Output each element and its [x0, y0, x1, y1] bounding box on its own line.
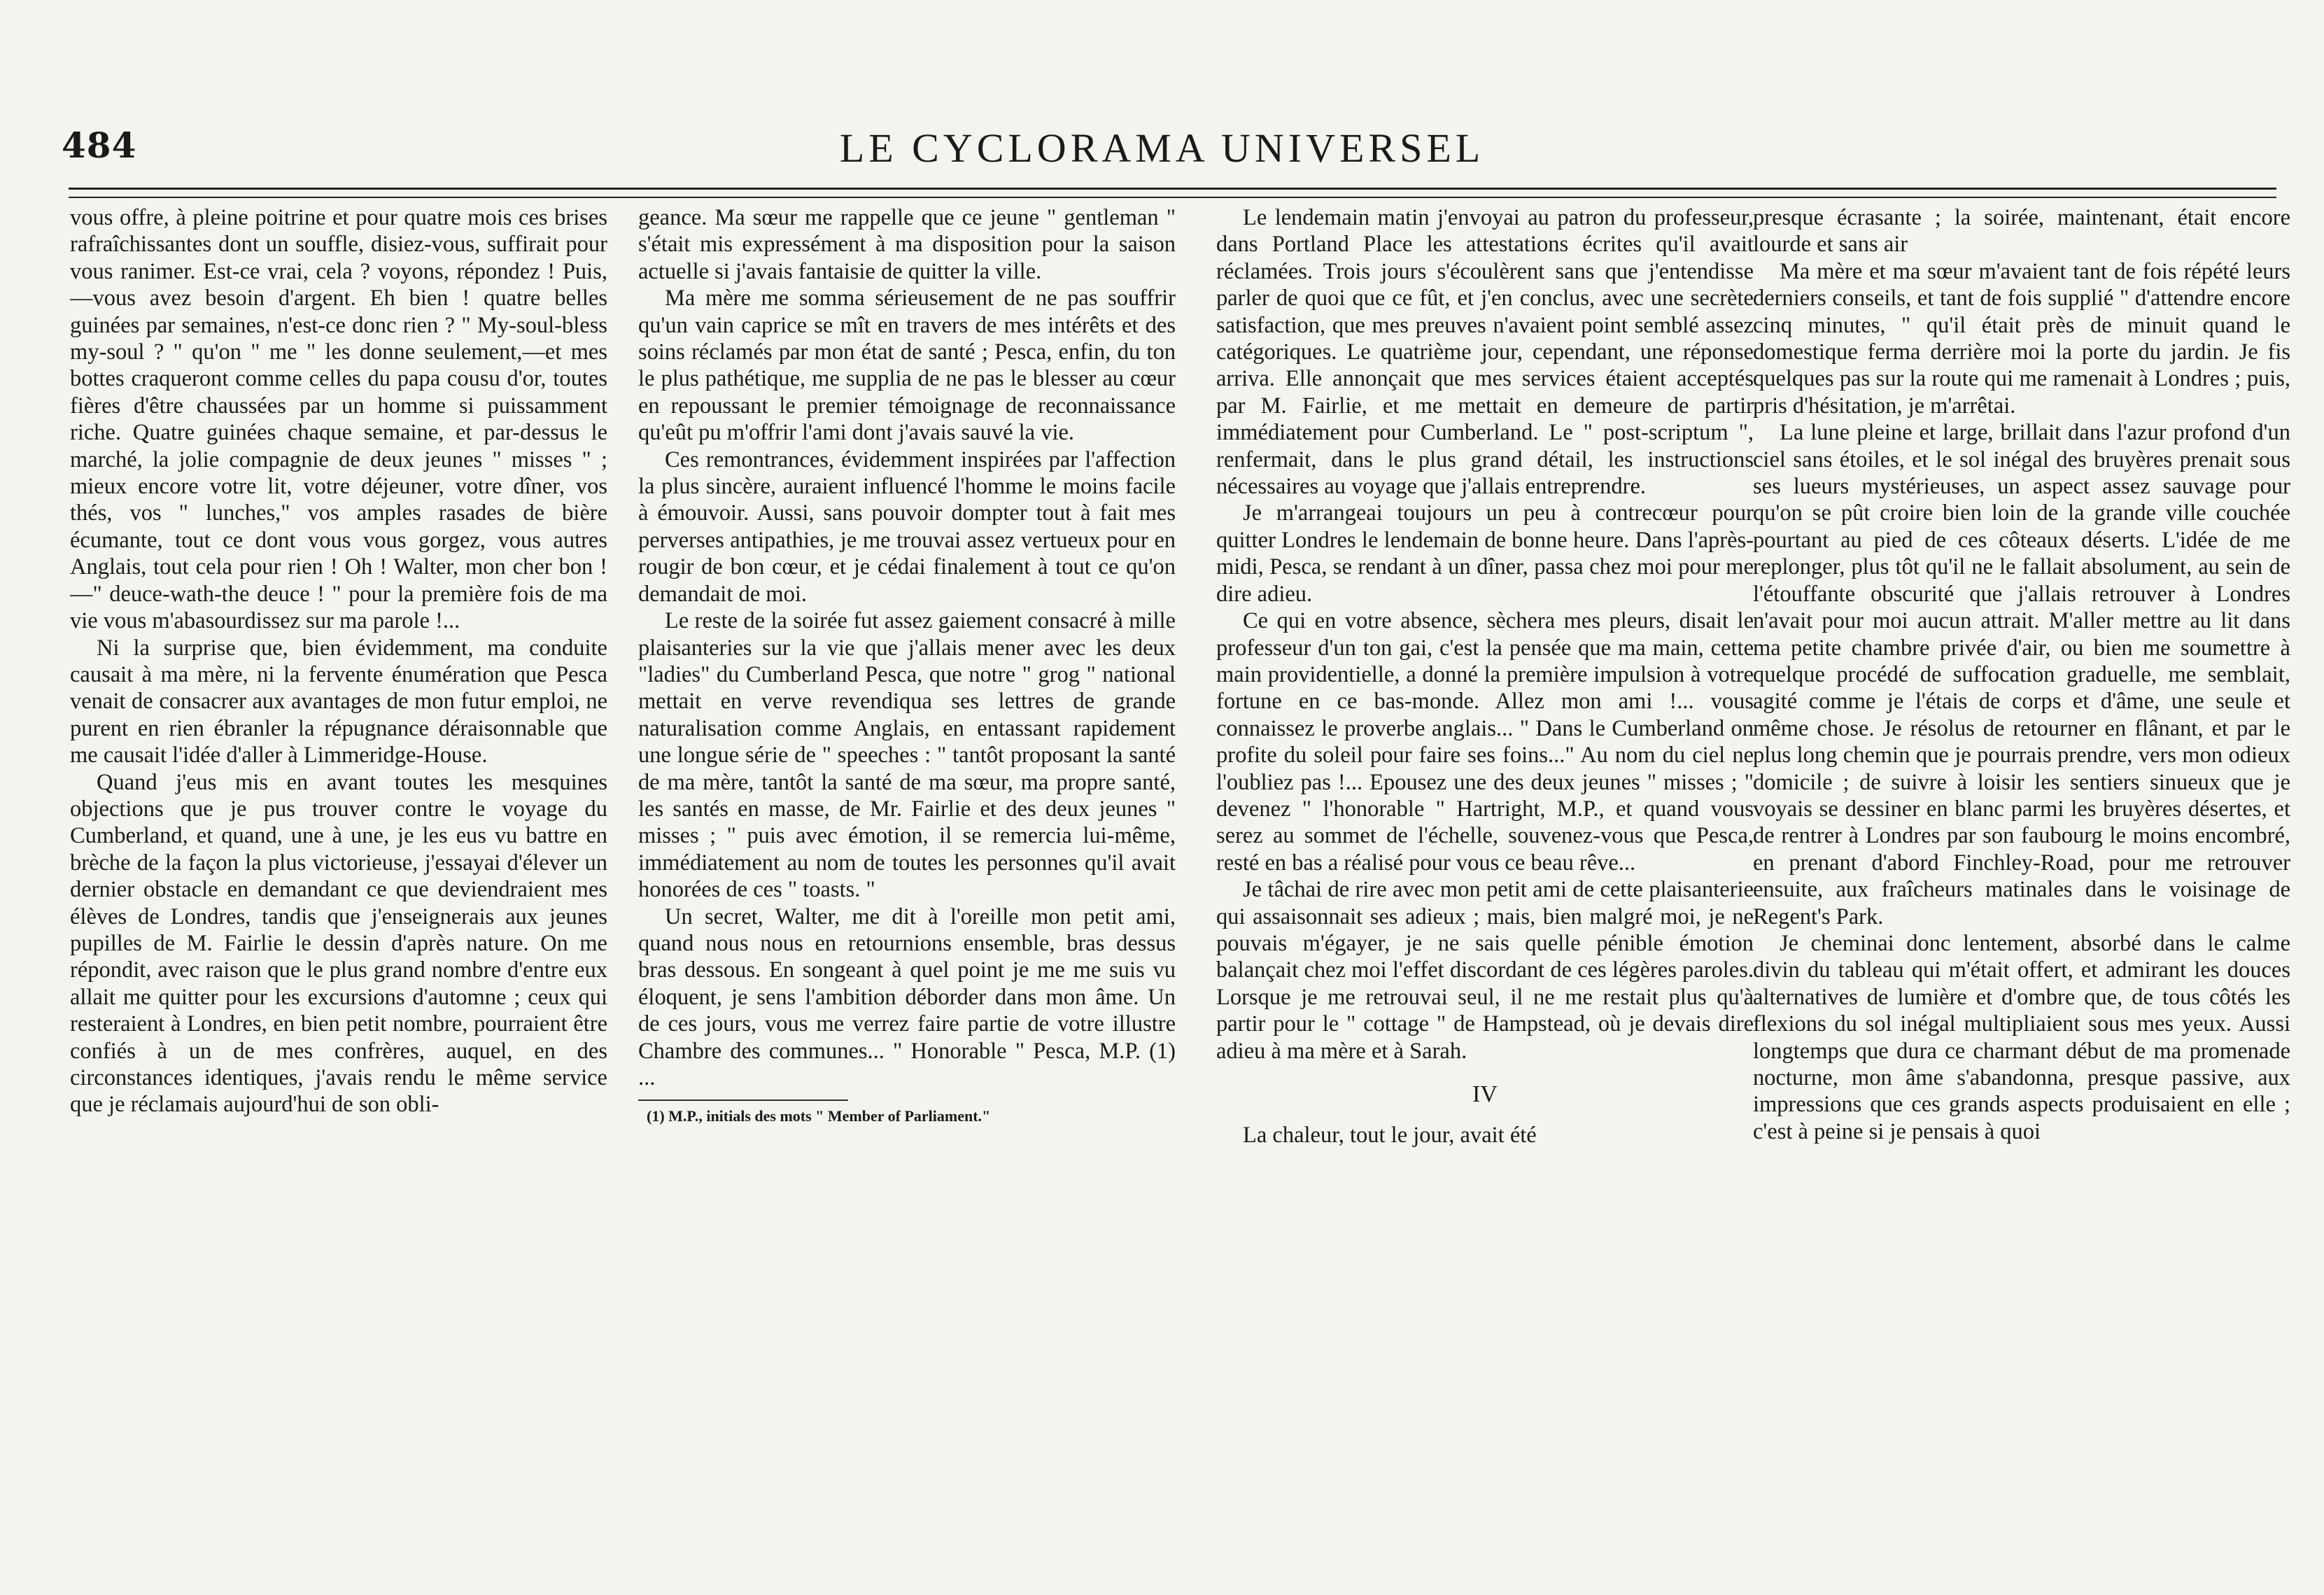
- paragraph: presque écrasante ; la soirée, maintenant, était encore lourde et sans air: [1753, 205, 2290, 258]
- paragraph: Le reste de la soirée fut assez gaiement consacré à mille plaisanteries sur la vie que j'allais mener avec les deux "ladies" du Cumberland Pesca, que notre " grog " national mettait en verve revendiqua ses lettres de grande naturalisation comme Anglais, en entassant rapidement une longue série de " speeches : " tantôt proposant la santé de ma mère, tantôt la santé de ma sœur, ma propre santé, les santés en masse, de Mr. Fairlie et des deux jeunes " misses ; " puis avec émotion, il se remercia lui-même, immédiatement au nom de toutes les personnes qu'il avait honorées de ces " toasts. ": [638, 608, 1176, 903]
- paragraph: Je cheminai donc lentement, absorbé dans le calme divin du tableau qui m'était offert, et admirant les douces alternatives de lumière et d'ombre que, de tous côtés les flexions du sol inégal multipliaient sous mes yeux. Aussi longtemps que dura ce charmant début de ma promenade nocturne, mon âme s'abandonna, presque passive, aux impressions que ces grands aspects produisaient en elle ; c'est à peine si je pensais à quoi: [1753, 930, 2290, 1144]
- paragraph: Je m'arrangeai toujours un peu à contrecœur pour quitter Londres le lendemain de bonne heure. Dans l'après-midi, Pesca, se rendant à un dîner, passa chez moi pour me dire adieu.: [1216, 500, 1754, 607]
- paragraph: Ma mère me somma sérieusement de ne pas souffrir qu'un vain caprice se mît en travers de mes intérêts et des soins réclamés par mon état de santé ; Pesca, enfin, du ton le plus pathétique, me supplia de ne pas le blesser au cœur en repoussant le premier témoignage de reconnaissance qu'eût pu m'offrir l'ami dont j'avais sauvé la vie.: [638, 286, 1176, 446]
- paragraph: geance. Ma sœur me rappelle que ce jeune " gentleman " s'était mis expressément à ma disposition pour la saison actuelle si j'avais fantaisie de quitter la ville.: [638, 205, 1176, 284]
- header-rule: [69, 188, 2276, 198]
- text-column-4: [1753, 204, 2290, 1569]
- footnote-rule: [638, 1099, 848, 1101]
- paragraph: La lune pleine et large, brillait dans l'azur profond d'un ciel sans étoiles, et le sol inégal des bruyères prenait sous ses lueurs mystérieuses, un aspect assez sauvage pour qu'on se pût croire bien loin de la grande ville couchée pourtant au pied de ces côteaux déserts. L'idée de me replonger, plus tôt qu'il ne le fallait absolument, au sein de l'étouffante obscurité que j'allais retrouver à Londres n'avait pour moi aucun attrait. M'aller mettre au lit dans ma petite chambre privée d'air, ou bien me soumettre à quelque procédé de suffocation graduelle, me semblait, agité comme je l'étais de corps et d'âme, une seule et même chose. Je résolus de retourner en flânant, et par le plus long chemin que je pourrais prendre, vers mon odieux domicile ; de suivre à loisir les sentiers sinueux que je voyais se dessiner en blanc parmi les bruyères désertes, et de rentrer à Londres par son faubourg le moins encombré, en prenant d'abord Finchley-Road, pour me retrouver ensuite, aux fraîcheurs matinales dans le voisinage de Regent's Park.: [1753, 420, 2290, 929]
- paragraph: Le lendemain matin j'envoyai au patron du professeur, dans Portland Place les attestations écrites qu'il avait réclamées. Trois jours s'écoulèrent sans que j'entendisse parler de quoi que ce fût, et j'en conclus, avec une secrète satisfaction, que mes preuves n'avaient point semblé assez catégoriques. Le quatrième jour, cependant, une réponse arriva. Elle annonçait que mes services étaient acceptés par M. Fairlie, et me mettait en demeure de partir immédiatement pour Cumberland. Le " post-scriptum ", renfermait, dans le plus grand détail, les instructions nécessaires au voyage que j'allais entreprendre.: [1216, 205, 1754, 500]
- page-title: LE CYCLORAMA UNIVERSEL: [839, 125, 1485, 171]
- paragraph: Un secret, Walter, me dit à l'oreille mon petit ami, quand nous nous en retournions ensemble, bras dessus bras dessous. En songeant à quel point je me me suis vu éloquent, je sens l'ambition déborder dans mon âme. Un de ces jours, vous me verrez faire partie de votre illustre Chambre des communes... " Honorable " Pesca, M.P. (1) ...: [638, 904, 1176, 1090]
- paragraph: Ma mère et ma sœur m'avaient tant de fois répété leurs derniers conseils, et tant de fois supplié " d'attendre encore cinq minutes, " qu'il était près de minuit quand le domestique ferma derrière moi la porte du jardin. Je fis quelques pas sur la route qui me ramenait à Londres ; puis, pris d'hésitation, je m'arrêtai.: [1753, 258, 2290, 419]
- paragraph: La chaleur, tout le jour, avait été: [1243, 1123, 1537, 1148]
- page-number: 484: [62, 125, 137, 166]
- text-column-1: [70, 204, 607, 1569]
- section-heading: IV: [1472, 1081, 1498, 1107]
- paragraph: Ce qui en votre absence, sèchera mes pleurs, disait le professeur d'un ton gai, c'est la pensée que ma main, cette main providentielle, a donné la première impulsion à votre fortune en ce bas-monde. Allez mon ami !... vous connaissez le proverbe anglais... " Dans le Cumberland on profite du soleil pour faire ses foins..." Au nom du ciel ne l'oubliez pas !... Epousez une des deux jeunes " misses ; " devenez " l'honorable " Hartright, M.P., et quand vous serez au sommet de l'échelle, souvenez-vous que Pesca, resté en bas a réalisé pour vous ce beau rêve...: [1216, 608, 1754, 876]
- paragraph: Je tâchai de rire avec mon petit ami de cette plaisanterie qui assaisonnait ses adieux ; mais, bien malgré moi, je ne pouvais m'égayer, je ne sais quelle pénible émotion balançait chez moi l'effet discordant de ces légères paroles. Lorsque je me retrouvai seul, il ne me restait plus qu'à partir pour le " cottage " de Hampstead, où je devais dire adieu à ma mère et à Sarah.: [1216, 877, 1754, 1064]
- text-column-3: [1216, 204, 1754, 1569]
- paragraph: Quand j'eus mis en avant toutes les mesquines objections que je pus trouver contre le voyage du Cumberland, et quand, une à une, je les eus vu battre en brèche de la façon la plus victorieuse, j'essayai d'élever un dernier obstacle en demandant ce que deviendraient mes élèves de Londres, tandis que j'enseignerais aux jeunes pupilles de M. Fairlie le dessin d'après nature. On me répondit, avec raison que le plus grand nombre d'entre eux allait me quitter pour les excursions d'automne ; ceux qui resteraient à Londres, en bien petit nombre, pourraient être confiés à un de mes confrères, auquel, en des circonstances identiques, j'avais rendu le même service que je réclamais aujourd'hui de son obli-: [70, 769, 607, 1118]
- paragraph: Ces remontrances, évidemment inspirées par l'affection la plus sincère, auraient influencé l'homme le moins facile à émouvoir. Aussi, sans pouvoir dompter tout à fait mes perverses antipathies, je me trouvai assez vertueux pour en rougir de bon cœur, et je cédai finalement à tout ce qu'on demandait de moi.: [638, 447, 1176, 607]
- footnote: (1) M.P., initials des mots " Member of Parliament.": [647, 1107, 991, 1125]
- paragraph: vous offre, à pleine poitrine et pour quatre mois ces brises rafraîchissantes dont un souffle, disiez-vous, suffirait pour vous ranimer. Est-ce vrai, cela ? voyons, répondez ! Puis,—vous avez besoin d'argent. Eh bien ! quatre belles guinées par semaines, n'est-ce donc rien ? " My-soul-bless my-soul ? " qu'on " me " les donne seulement,—et mes bottes craqueront comme celles du papa cousu d'or, toutes fières d'être chaussées par un homme si puissamment riche. Quatre guinées chaque semaine, et par-dessus le marché, la jolie compagnie de deux jeunes " misses " ; mieux encore votre lit, votre déjeuner, votre dîner, vos thés, vos " lunches," vos amples rasades de bière écumante, tout ce dont vous vous gorgez, vous autres Anglais, tout cela pour rien ! Oh ! Walter, mon cher bon ! —" deuce-wath-the deuce ! " pour la première fois de ma vie vous m'abasourdissez sur ma parole !...: [70, 205, 607, 634]
- paragraph: Ni la surprise que, bien évidemment, ma conduite causait à ma mère, ni la fervente énumération que Pesca venait de consacrer aux avantages de mon futur emploi, ne purent en rien ébranler la répugnance déraisonnable que me causait l'idée d'aller à Limmeridge-House.: [70, 635, 607, 768]
- text-column-2: [638, 204, 1176, 1569]
